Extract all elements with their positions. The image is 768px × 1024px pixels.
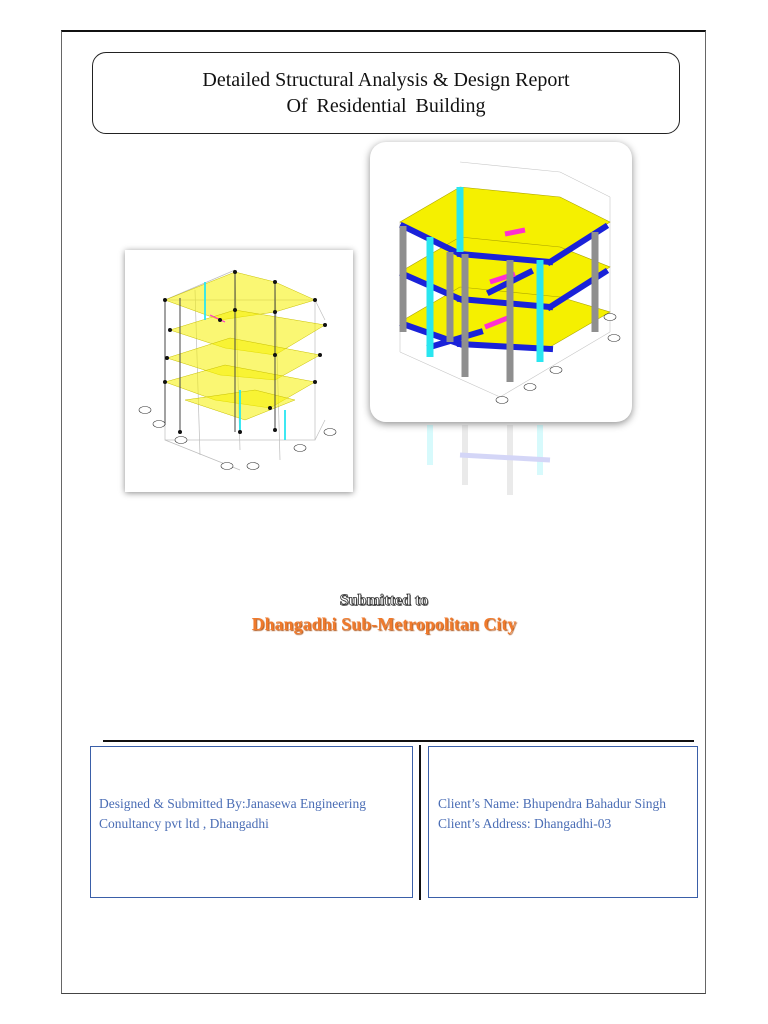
report-subtitle: Of Residential Building (286, 95, 486, 117)
title-box (92, 52, 680, 134)
structural-model-image-left (125, 250, 353, 492)
image-reflection (370, 425, 632, 505)
client-name: Client’s Name: Bhupendra Bahadur Singh (438, 796, 666, 811)
submitted-to-label: Submitted to (339, 592, 429, 609)
client-address: Client’s Address: Dhangadhi-03 (438, 816, 612, 831)
designer-line-1: Designed & Submitted By:Janasewa Engineering (99, 796, 366, 811)
client-info-box (428, 746, 698, 898)
vertical-divider (419, 745, 421, 900)
frame-model-drawing-left (125, 250, 353, 492)
rendered-3d-model-drawing-right (370, 142, 632, 422)
horizontal-divider (103, 740, 694, 742)
designer-text (99, 794, 366, 834)
client-text (438, 794, 666, 834)
client-organization: Dhangadhi Sub-Metropolitan City (251, 614, 517, 634)
structural-model-image-right (370, 142, 632, 422)
designer-info-box (90, 746, 413, 898)
designer-line-2: Conultancy pvt ltd , Dhangadhi (99, 816, 269, 831)
report-title: Detailed Structural Analysis & Design Report (202, 69, 570, 91)
